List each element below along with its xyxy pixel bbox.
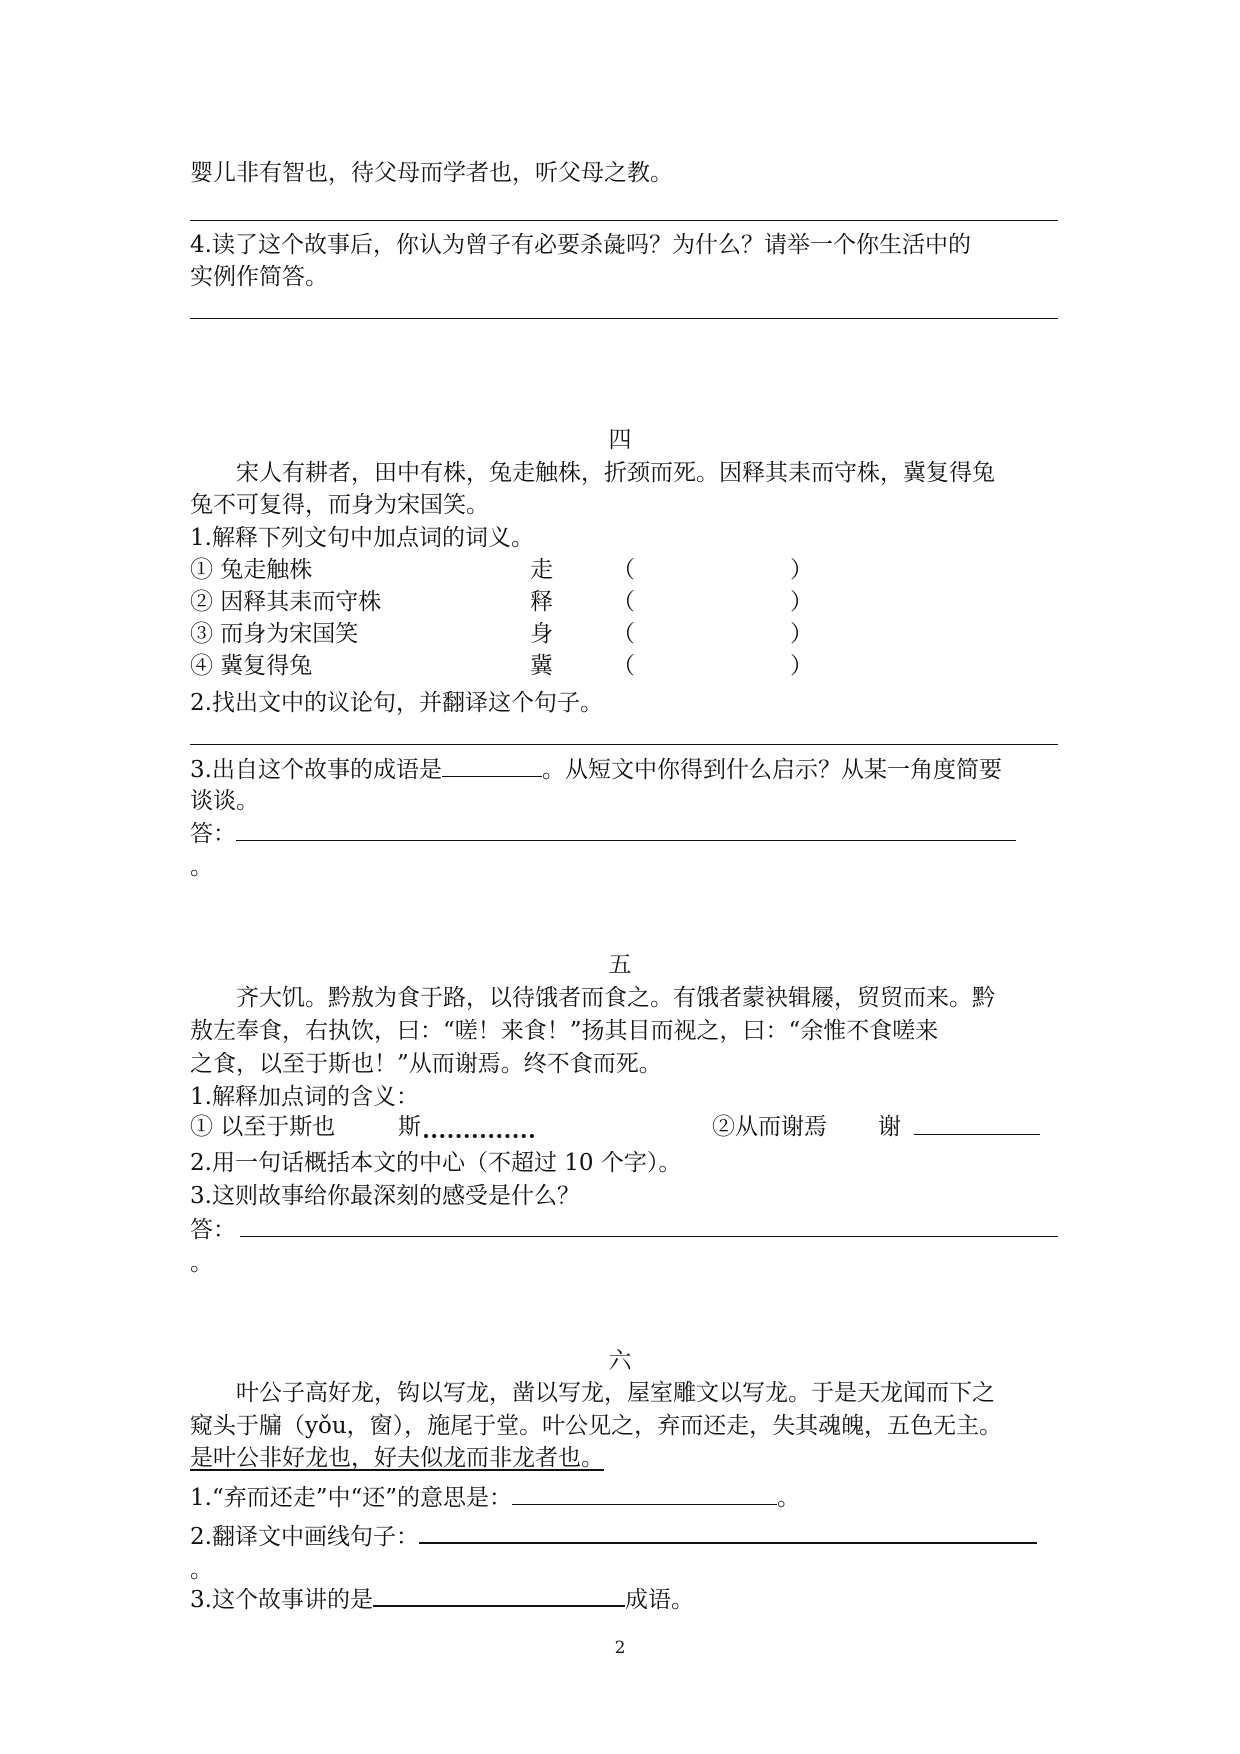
fill-blank[interactable] xyxy=(373,1583,625,1607)
s4-q3-part-2: 。从短文中你得到什么启示？从某一角度简要 xyxy=(541,757,1002,783)
s4-answer xyxy=(190,818,1016,849)
page-number: 2 xyxy=(614,1638,626,1658)
s4-item-1-word: 走 xyxy=(530,557,553,583)
s4-item-4-sentence: ④ 冀复得兔 xyxy=(190,653,313,679)
s5-item-1-word: 斯 xyxy=(398,1114,421,1140)
answer-label: 答： xyxy=(190,821,236,847)
answer-blank[interactable] xyxy=(240,1214,1058,1237)
s5-item-2-blank[interactable] xyxy=(914,1112,1040,1143)
s6-passage-line-2: 窥头于牖（yǒu，窗），施尾于堂。叶公见之，弃而还走，失其魂魄，五色无主。 xyxy=(190,1413,1003,1439)
s5-question-1: 1.解释加点词的含义： xyxy=(190,1084,419,1110)
s4-item-2-open: （ xyxy=(612,589,635,615)
s5-item-1-sentence: ① 以至于斯也 xyxy=(190,1114,336,1140)
s4-item-1-close: ） xyxy=(790,557,813,583)
s4-item-2-sentence: ② 因释其耒而守株 xyxy=(190,589,382,615)
s6-question-2 xyxy=(190,1520,1037,1552)
s6-q1-part-2: 。 xyxy=(776,1485,800,1511)
s4-item-3-sentence: ③ 而身为宋国笑 xyxy=(190,621,359,647)
s6-passage-line-1: 叶公子高好龙，钩以写龙，凿以写龙，屋室雕文以写龙。于是天龙闻而下之 xyxy=(236,1380,995,1406)
section-4-heading: 四 xyxy=(608,427,632,453)
s5-item-2-word: 谢 xyxy=(878,1114,901,1140)
s5-item-1-blank[interactable] xyxy=(424,1112,534,1146)
answer-line xyxy=(190,318,1058,319)
s5-period: 。 xyxy=(190,1250,213,1276)
s4-item-3-close: ） xyxy=(790,621,813,647)
s6-question-1 xyxy=(190,1482,800,1513)
s4-question-3 xyxy=(190,754,1002,785)
answer-blank[interactable] xyxy=(419,1520,1037,1544)
s6-question-3 xyxy=(190,1583,694,1615)
s4-period: 。 xyxy=(190,854,213,880)
answer-line xyxy=(190,220,1058,221)
s4-item-2-word: 释 xyxy=(530,589,553,615)
answer-label: 答： xyxy=(190,1217,236,1243)
s5-question-2: 2.用一句话概括本文的中心（不超过 10 个字）。 xyxy=(190,1150,682,1176)
fill-blank[interactable] xyxy=(442,754,542,777)
s3-question-4-line-1: 4.读了这个故事后，你认为曾子有必要杀彘吗？为什么？请举一个你生活中的 xyxy=(190,232,971,258)
s4-item-2-close: ） xyxy=(790,589,813,615)
section-5-heading: 五 xyxy=(608,952,632,978)
s5-question-3: 3.这则故事给你最深刻的感受是什么？ xyxy=(190,1183,580,1209)
section-6-heading: 六 xyxy=(608,1348,632,1374)
s6-q3-part-1: 3.这个故事讲的是 xyxy=(190,1587,373,1613)
s5-passage-line-1: 齐大饥。黔敖为食于路，以待饿者而食之。有饿者蒙袂辑屦，贸贸而来。黔 xyxy=(236,985,995,1011)
s5-passage-line-3: 之食，以至于斯也！”从而谢焉。终不食而死。 xyxy=(190,1051,662,1077)
s4-passage-line-2: 兔不可复得，而身为宋国笑。 xyxy=(190,492,489,518)
s4-item-4-word: 冀 xyxy=(530,653,553,679)
s6-passage-line-3-underlined: 是叶公非好龙也，好夫似龙而非龙者也。 xyxy=(190,1445,604,1471)
s6-q3-part-2: 成语。 xyxy=(624,1587,694,1613)
s4-item-4-close: ） xyxy=(790,653,813,679)
s4-question-1: 1.解释下列文句中加点词的词义。 xyxy=(190,525,534,551)
s4-question-2: 2.找出文中的议论句，并翻译这个句子。 xyxy=(190,690,603,716)
s4-item-3-open: （ xyxy=(612,621,635,647)
s6-q1-part-1: 1.“弃而还走”中“还”的意思是： xyxy=(190,1485,512,1511)
answer-blank[interactable] xyxy=(236,818,1016,841)
s4-item-1-open: （ xyxy=(612,557,635,583)
s3-question-4-line-2: 实例作简答。 xyxy=(190,264,328,290)
s4-item-4-open: （ xyxy=(612,653,635,679)
fill-blank[interactable] xyxy=(512,1482,777,1505)
s5-item-2-sentence: ②从而谢焉 xyxy=(712,1114,827,1140)
answer-line xyxy=(190,744,1058,745)
s4-item-1-sentence: ① 兔走触株 xyxy=(190,557,313,583)
s4-q3-part-1: 3.出自这个故事的成语是 xyxy=(190,757,442,783)
s3-line-1: 婴儿非有智也，待父母而学者也，听父母之教。 xyxy=(190,160,673,186)
s4-q3-line-2: 谈谈。 xyxy=(190,788,259,814)
s4-passage-line-1: 宋人有耕者，田中有株，兔走触株，折颈而死。因释其耒而守株，冀复得兔 xyxy=(236,460,995,486)
s5-passage-line-2: 敖左奉食，右执饮，曰：“嗟！来食！”扬其目而视之，曰：“余惟不食嗟来 xyxy=(190,1018,939,1044)
s5-answer xyxy=(190,1214,1058,1245)
s6-q2-label: 2.翻译文中画线句子： xyxy=(190,1524,419,1550)
s4-item-3-word: 身 xyxy=(530,621,553,647)
s6-period: 。 xyxy=(190,1557,213,1583)
